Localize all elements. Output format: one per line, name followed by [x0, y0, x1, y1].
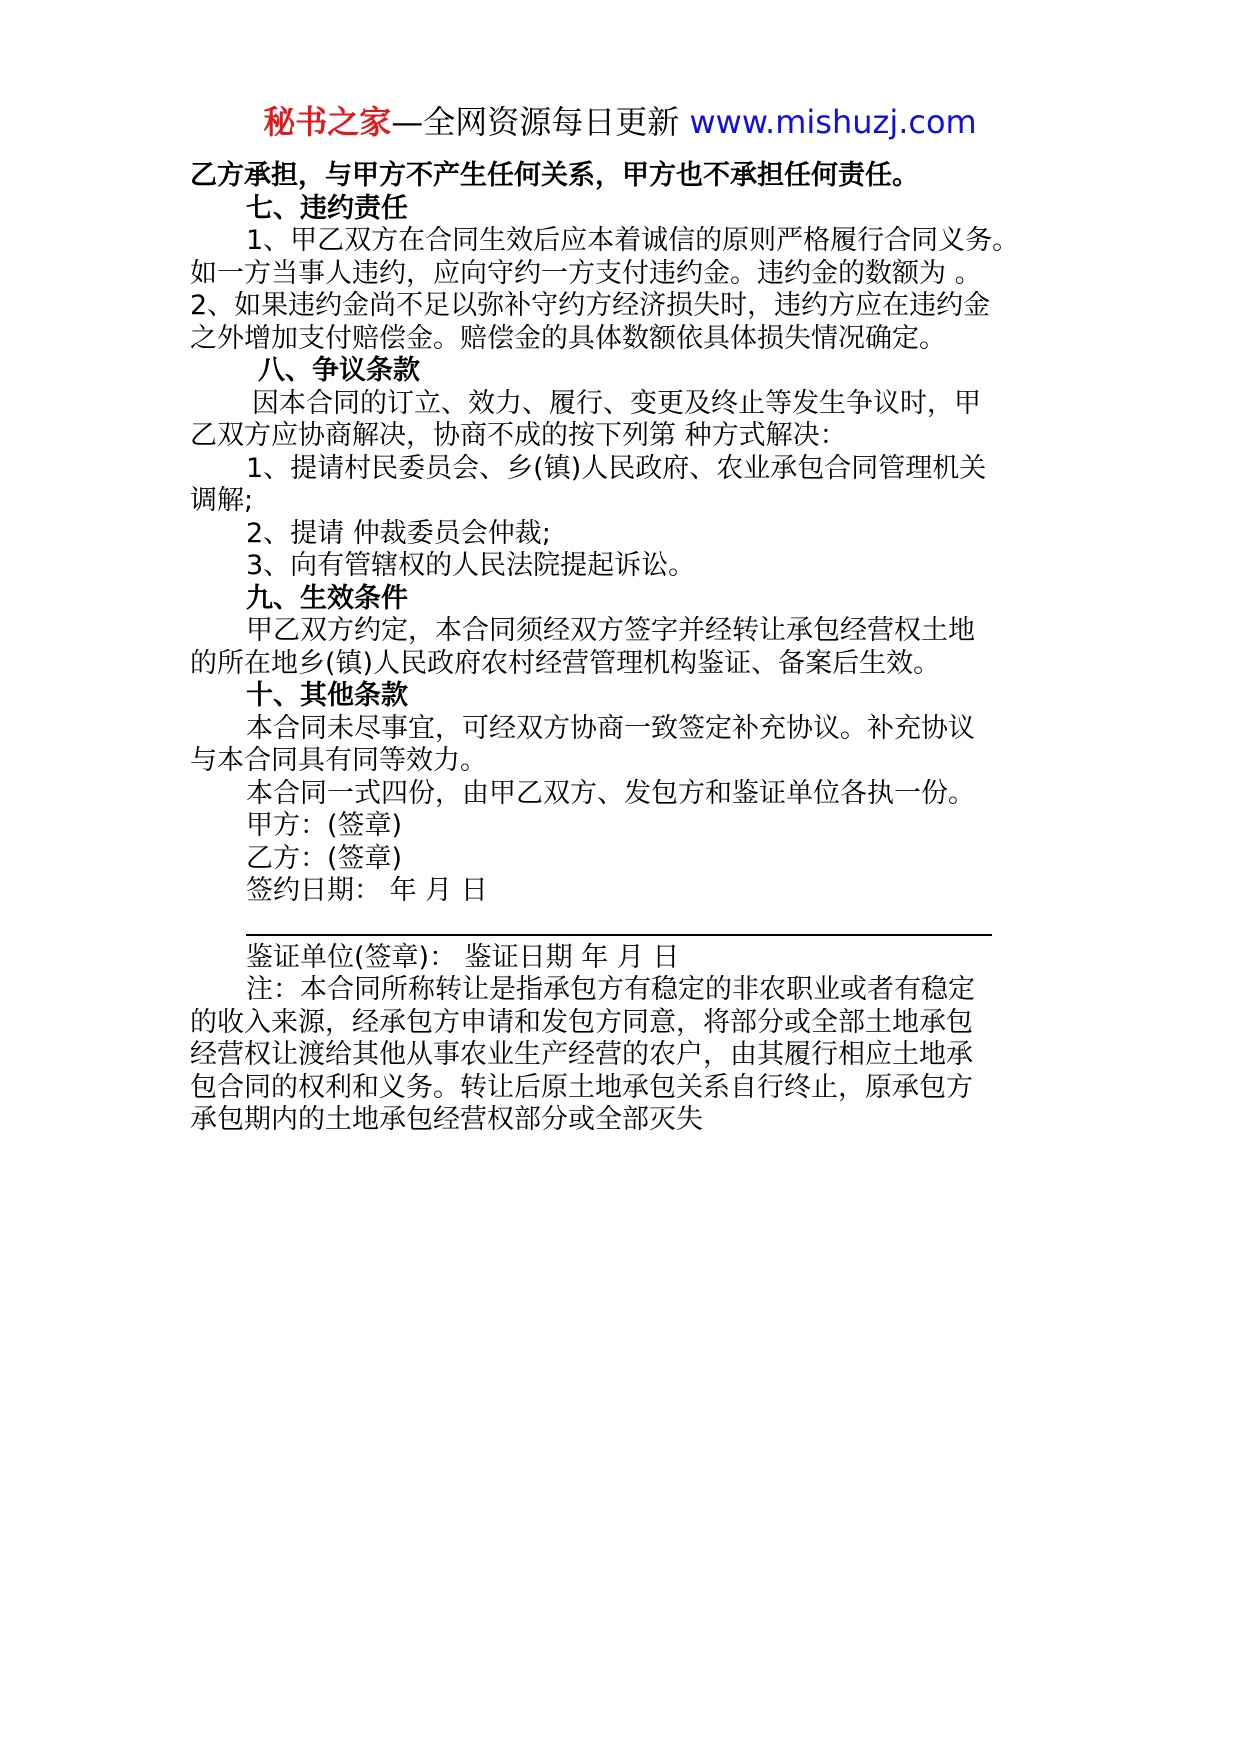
- section-heading-effect: 九、生效条件: [246, 582, 408, 614]
- paragraph-line: 与本合同具有同等效力。: [190, 745, 487, 776]
- paragraph-line: 1、提请村民委员会、乡(镇)人民政府、农业承包合同管理机关: [246, 452, 987, 484]
- paragraph-line: 甲乙双方约定，本合同须经双方签字并经转让承包经营权土地: [246, 615, 975, 646]
- paragraph-line: 如一方当事人违约，应向守约一方支付违约金。违约金的数额为 。: [190, 257, 982, 289]
- site-header: [0, 100, 1240, 144]
- paragraph-line: 乙方承担，与甲方不产生任何关系，甲方也不承担任何责任。: [190, 160, 919, 191]
- paragraph-line: 承包期内的土地承包经营权部分或全部灭失: [190, 1104, 703, 1135]
- paragraph-line: 2、提请 仲裁委员会仲裁;: [246, 517, 551, 549]
- section-heading-dispute: 八、争议条款: [258, 355, 420, 386]
- paragraph-line: 本合同一式四份，由甲乙双方、发包方和鉴证单位各执一份。: [246, 777, 975, 809]
- paragraph-line: 包合同的权利和义务。转让后原土地承包关系自行终止，原承包方: [190, 1071, 973, 1103]
- paragraph-line: 3、向有管辖权的人民法院提起诉讼。: [246, 550, 696, 581]
- section-heading-breach: 七、违约责任: [246, 192, 408, 224]
- paragraph-line: 的所在地乡(镇)人民政府农村经营管理机构鉴证、备案后生效。: [190, 647, 941, 679]
- paragraph-line: 因本合同的订立、效力、履行、变更及终止等发生争议时，甲: [252, 387, 981, 419]
- party-b-signature: 乙方：(签章): [246, 842, 403, 874]
- site-url-link[interactable]: www.mishuzj.com: [689, 103, 977, 141]
- paragraph-line: 乙双方应协商解决，协商不成的按下列第 种方式解决：: [190, 420, 847, 451]
- paragraph-line: 本合同未尽事宜，可经双方协商一致签定补充协议。补充协议: [246, 712, 975, 744]
- paragraph-line: 调解;: [190, 485, 254, 516]
- paragraph-line: 经营权让渡给其他从事农业生产经营的农户，由其履行相应土地承: [190, 1039, 973, 1070]
- party-a-signature: 甲方：(签章): [246, 810, 403, 841]
- signing-date: 签约日期： 年 月 日: [246, 875, 488, 906]
- paragraph-line: 的收入来源，经承包方申请和发包方同意，将部分或全部土地承包: [190, 1006, 973, 1038]
- paragraph-line: 1、甲乙双方在合同生效后应本着诚信的原则严格履行合同义务。: [246, 225, 1020, 256]
- site-brand: 秘书之家: [263, 103, 392, 141]
- paragraph-line: 2、如果违约金尚不足以弥补守约方经济损失时，违约方应在违约金: [190, 290, 991, 321]
- contract-body: [190, 160, 1070, 1137]
- signature-rule: [246, 908, 992, 936]
- paragraph-line: 注：本合同所称转让是指承包方有稳定的非农职业或者有稳定: [246, 974, 975, 1005]
- section-heading-other: 十、其他条款: [246, 680, 408, 711]
- site-tagline: —全网资源每日更新: [391, 103, 690, 141]
- verification-line: 鉴证单位(签章)： 鉴证日期 年 月 日: [246, 941, 680, 973]
- paragraph-line: 之外增加支付赔偿金。赔偿金的具体数额依具体损失情况确定。: [190, 322, 946, 354]
